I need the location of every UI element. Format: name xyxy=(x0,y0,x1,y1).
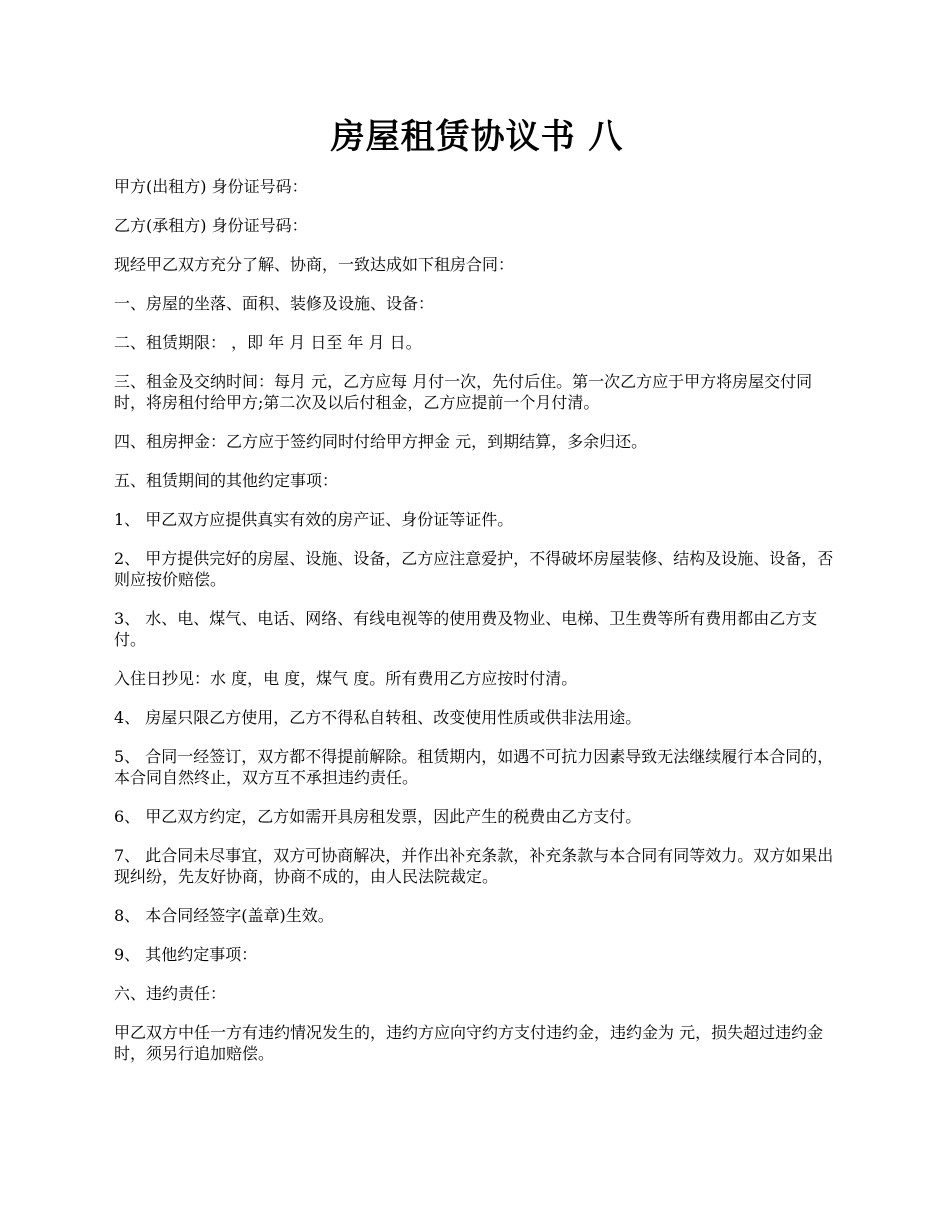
list-item: 8、 本合同经签字(盖章)生效。 xyxy=(114,906,334,925)
paragraph-section-3: 三、租金及交纳时间：每月 元，乙方应每 月付一次，先付后住。第一次乙方应于甲方将房屋交付同时，将房租付给甲方;第二次及以后付租金，乙方应提前一个月付清。 xyxy=(114,372,813,412)
list-item: 7、 此合同未尽事宜，双方可协商解决，并作出补充条款，补充条款与本合同有同等效力。双方如果出现纠纷，先友好协商，协商不成的，由人民法院裁定。 xyxy=(114,846,834,886)
paragraph-section-4: 四、租房押金：乙方应于签约同时付给甲方押金 元，到期结算，多余归还。 xyxy=(114,432,648,451)
list-item: 6、 甲乙双方约定，乙方如需开具房租发票，因此产生的税费由乙方支付。 xyxy=(114,807,642,826)
paragraph-section-2: 二、租赁期限： ，即 年 月 日至 年 月 日。 xyxy=(114,333,422,352)
paragraph-section-1: 一、房屋的坐落、面积、装修及设施、设备： xyxy=(114,294,435,313)
list-item: 1、 甲乙双方应提供真实有效的房产证、身份证等证件。 xyxy=(114,510,514,529)
paragraph-meter-reading: 入住日抄见：水 度，电 度，煤气 度。所有费用乙方应按时付清。 xyxy=(114,669,578,688)
list-item: 3、 水、电、煤气、电话、网络、有线电视等的使用费及物业、电梯、卫生费等所有费用都由乙方支付。 xyxy=(114,609,818,649)
paragraph-party-a: 甲方(出租方) 身份证号码： xyxy=(114,177,308,196)
paragraph-preamble: 现经甲乙双方充分了解、协商，一致达成如下租房合同： xyxy=(114,255,515,274)
paragraph-breach-liability: 甲乙双方中任一方有违约情况发生的，违约方应向守约方支付违约金，违约金为 元，损失超过违约金时，须另行追加赔偿。 xyxy=(114,1023,824,1063)
paragraph-section-6: 六、违约责任： xyxy=(114,984,227,1003)
list-item: 4、 房屋只限乙方使用，乙方不得私自转租、改变使用性质或供非法用途。 xyxy=(114,708,642,727)
paragraph-party-b: 乙方(承租方) 身份证号码： xyxy=(114,216,308,235)
paragraph-section-5: 五、租赁期间的其他约定事项： xyxy=(114,471,339,490)
list-item: 2、 甲方提供完好的房屋、设施、设备，乙方应注意爱护，不得破坏房屋装修、结构及设施、设备，否则应按价赔偿。 xyxy=(114,549,834,589)
list-item: 9、 其他约定事项： xyxy=(114,945,258,964)
document-title: 房屋租赁协议书 八 xyxy=(330,117,624,157)
list-item: 5、 合同一经签订，双方都不得提前解除。租赁期内，如遇不可抗力因素导致无法继续履行本合同的，本合同自然终止，双方互不承担违约责任。 xyxy=(114,747,834,787)
document-body xyxy=(114,176,840,1064)
